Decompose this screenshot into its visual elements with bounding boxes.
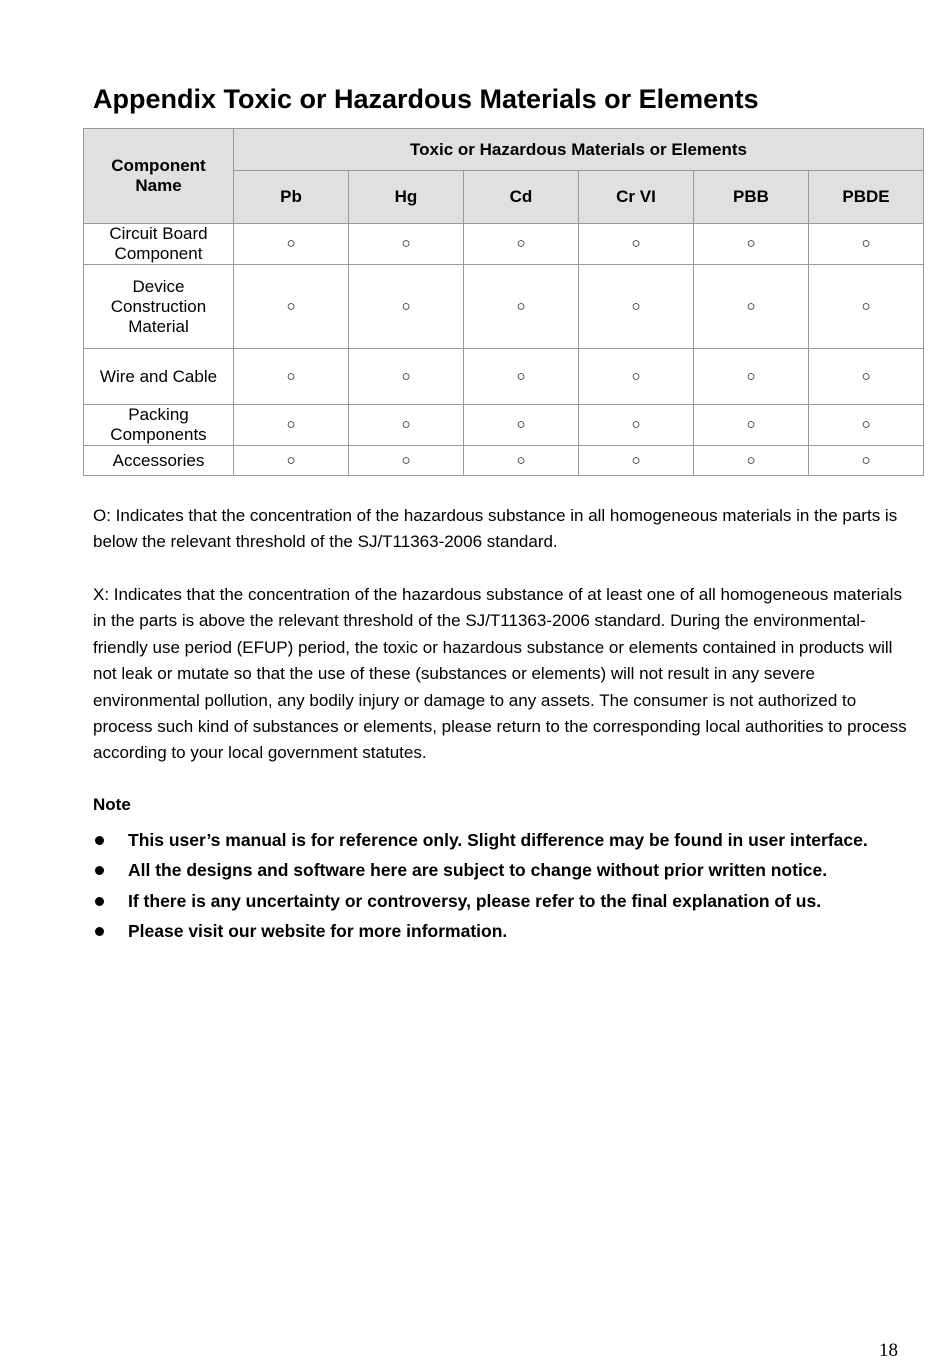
table-cell: ○	[694, 224, 809, 265]
hazardous-materials-table	[83, 128, 924, 476]
row-label: Accessories	[84, 446, 234, 476]
page-number: 18	[879, 1340, 898, 1361]
table-cell: ○	[234, 349, 349, 405]
note-item	[93, 856, 868, 887]
table-row	[84, 405, 924, 446]
table-cell: ○	[809, 265, 924, 349]
table-cell: ○	[694, 446, 809, 476]
bullet-icon	[95, 897, 104, 906]
table-cell: ○	[234, 446, 349, 476]
table-cell: ○	[464, 446, 579, 476]
table-cell: ○	[234, 224, 349, 265]
table-cell: ○	[579, 224, 694, 265]
table-row	[84, 349, 924, 405]
column-header: Cr VI	[579, 171, 694, 224]
note-item	[93, 886, 868, 917]
table-cell: ○	[579, 349, 694, 405]
table-row	[84, 224, 924, 265]
column-header: Cd	[464, 171, 579, 224]
bullet-icon	[95, 866, 104, 875]
column-header: PBB	[694, 171, 809, 224]
row-label: Packing Components	[84, 405, 234, 446]
row-label: Circuit Board Component	[84, 224, 234, 265]
table-cell: ○	[234, 405, 349, 446]
table-cell: ○	[579, 405, 694, 446]
table-cell: ○	[809, 446, 924, 476]
note-item	[93, 825, 868, 856]
table-cell: ○	[809, 224, 924, 265]
table-cell: ○	[464, 405, 579, 446]
note-list	[93, 825, 868, 947]
table-cell: ○	[464, 265, 579, 349]
note-text: This user’s manual is for reference only. Slight difference may be found in user interface.	[128, 829, 868, 850]
row-label: Wire and Cable	[84, 349, 234, 405]
row-label: Device Construction Material	[84, 265, 234, 349]
table-cell: ○	[809, 405, 924, 446]
group-header: Toxic or Hazardous Materials or Elements	[234, 129, 924, 171]
component-name-header: Component Name	[84, 129, 234, 224]
table-cell: ○	[349, 405, 464, 446]
table-cell: ○	[464, 349, 579, 405]
bullet-icon	[95, 836, 104, 845]
table-cell: ○	[694, 265, 809, 349]
table-cell: ○	[349, 224, 464, 265]
bullet-icon	[95, 927, 104, 936]
table-cell: ○	[694, 349, 809, 405]
table-row	[84, 446, 924, 476]
table-cell: ○	[579, 265, 694, 349]
note-item	[93, 917, 868, 948]
table-cell: ○	[349, 265, 464, 349]
note-heading: Note	[93, 795, 131, 814]
table-cell: ○	[809, 349, 924, 405]
table-row	[84, 265, 924, 349]
column-header: Pb	[234, 171, 349, 224]
legend-x-paragraph: X: Indicates that the concentration of the hazardous substance of at least one of all homogeneous materials in the parts is above the relevant threshold of the SJ/T11363-2006 standard. During the environmental-friendly use period (EFUP) period, the toxic or hazardous substance or elements contained in products will not leak or mutate so that the use of these (substances or elements) will not result in any severe environmental pollution, any bodily injury or damage to any assets. The consumer is not authorized to process such kind of substances or elements, please return to the corresponding local authorities to process according to your local government statutes.	[93, 585, 907, 763]
table-cell: ○	[464, 224, 579, 265]
legend-o-paragraph: O: Indicates that the concentration of the hazardous substance in all homogeneous materials in the parts is below the relevant threshold of the SJ/T11363-2006 standard.	[93, 506, 898, 552]
note-text: If there is any uncertainty or controversy, please refer to the final explanation of us.	[128, 890, 822, 911]
note-text: All the designs and software here are subject to change without prior written notice.	[128, 860, 828, 881]
column-header: PBDE	[809, 171, 924, 224]
table-cell: ○	[349, 446, 464, 476]
page-title: Appendix Toxic or Hazardous Materials or Elements	[93, 84, 759, 114]
table-cell: ○	[349, 349, 464, 405]
table-cell: ○	[694, 405, 809, 446]
table-cell: ○	[579, 446, 694, 476]
table-cell: ○	[234, 265, 349, 349]
column-header: Hg	[349, 171, 464, 224]
note-text: Please visit our website for more information.	[128, 921, 508, 942]
